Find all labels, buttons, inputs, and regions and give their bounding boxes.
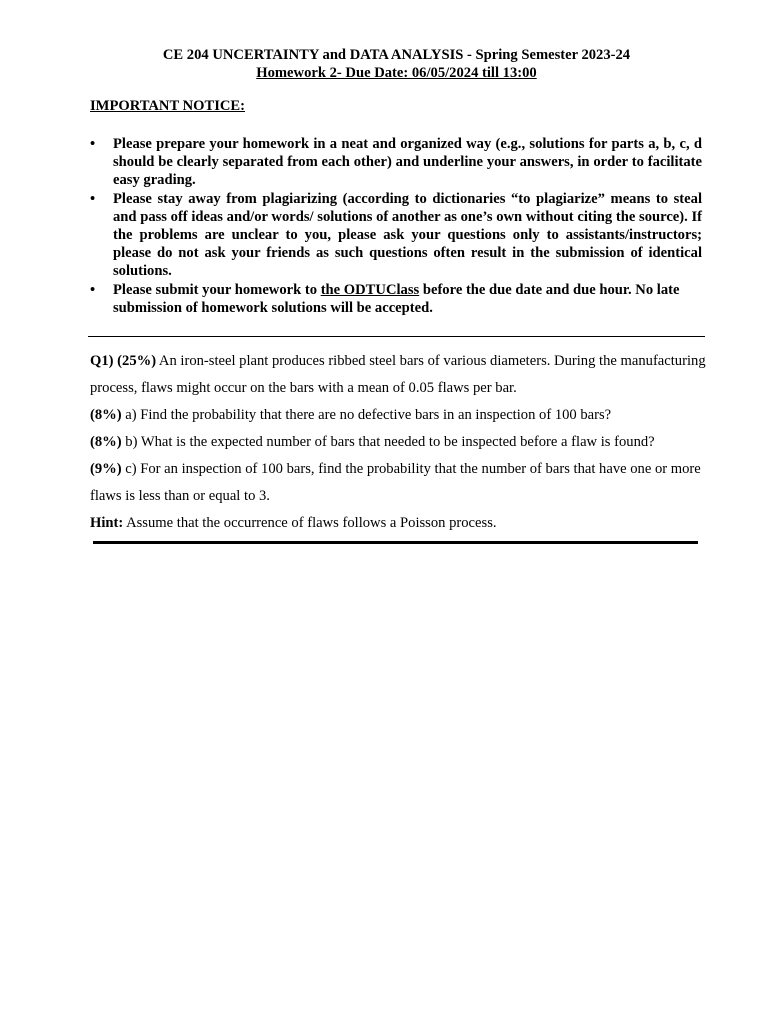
question-1-stem [90, 348, 710, 402]
homework-due-date: Homework 2- Due Date: 06/05/2024 till 13:00 [256, 65, 537, 81]
notice-item-formatting: • Please prepare your homework in a neat and organized way (e.g., solutions for parts a, b, c, d should be clearly separated from each other) and underline your answers, in order to facilitate easy grading. [90, 135, 702, 190]
notice-item-plagiarism: • Please stay away from plagiarizing (according to dictionaries “to plagiarize” means to steal and pass off ideas and/or words/ solutions of another as one’s own without citing the source). If the problems are unclear to you, please ask your questions only to assistants/instructors; please do not ask your friends as such questions often result in the submission of identical solutions. [90, 190, 702, 281]
section-divider [88, 336, 705, 337]
hint-label: Hint: [90, 515, 124, 531]
part-c-text: c) For an inspection of 100 bars, find the probability that the number of bars that have one or more flaws is less than or equal to 3. [90, 461, 701, 504]
question-1-label: Q1) (25%) [90, 353, 157, 369]
notice-item-submission [90, 281, 702, 317]
course-title: CE 204 UNCERTAINTY and DATA ANALYSIS - Spring Semester 2023-24 [162, 47, 631, 63]
part-a-text: a) Find the probability that there are no defective bars in an inspection of 100 bars? [121, 407, 612, 423]
part-b-text: b) What is the expected number of bars that needed to be inspected before a flaw is found? [121, 434, 655, 450]
part-c-weight: (9%) [90, 461, 122, 477]
question-1-hint [90, 510, 710, 537]
odtuclass-link[interactable]: the ODTUClass [320, 281, 420, 298]
question-1-part-b [90, 429, 710, 456]
notice-heading: IMPORTANT NOTICE: [90, 98, 246, 114]
hint-text: Assume that the occurrence of flaws follows a Poisson process. [123, 515, 497, 531]
question-1-part-a [90, 402, 710, 429]
document-header [0, 46, 768, 82]
end-divider [93, 541, 698, 544]
part-a-weight: (8%) [90, 407, 122, 423]
notice-item-submission-text-end: before the due date and due hour. No late submission of homework solutions will be accepted. [113, 281, 680, 316]
part-b-weight: (8%) [90, 434, 122, 450]
notice-list [90, 135, 702, 317]
question-1-part-c [90, 456, 710, 510]
question-1-text: An iron-steel plant produces ribbed steel bars of various diameters. During the manufacturing process, flaws might occur on the bars with a mean of 0.05 flaws per bar. [90, 353, 706, 396]
question-1 [90, 348, 710, 537]
notice-item-submission-text: Please submit your homework to [113, 281, 321, 298]
